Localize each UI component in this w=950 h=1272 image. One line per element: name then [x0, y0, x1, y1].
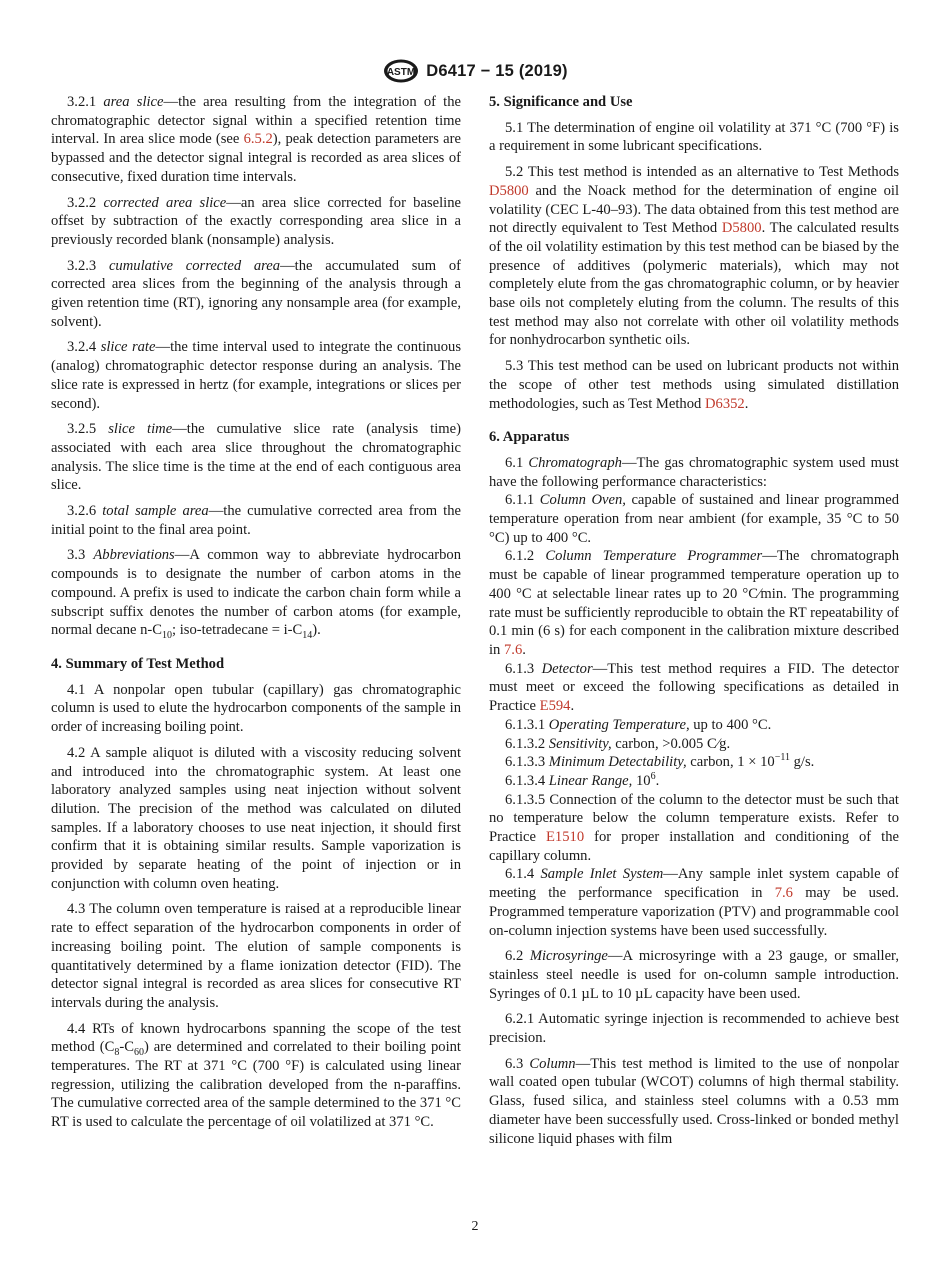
- section-6-1-3-5: 6.1.3.5 Connection of the column to the detector must be such that no temperature below the column temperature exists. Refer to Practice E1510 for proper installation and conditioning of the capillary column.: [489, 791, 899, 864]
- section-4-4: 4.4 RTs of known hydrocarbons spanning the scope of the test method $(C_8-C_{60})$ are determined and correlated to their boiling point temperatures. The RT at 371 °C (700 °F) is calculated using linear regression, utilizing the calibration developed from the n-paraffins. The cumulative corrected area of the sample determined to the 371 °C RT is used to calculate the percentage of oil volatilized at 371 °C.: [51, 1020, 461, 1131]
- page-header: [0, 58, 950, 84]
- section-3-2-3: 3.2.3 cumulative corrected area—the accumulated sum of corrected area slices from the beginning of the analysis through a given retention time (RT), ignoring any nonsample area (for example, solvent).: [51, 257, 461, 330]
- ref-e1510-link[interactable]: E1510: [546, 829, 585, 846]
- section-5-2: 5.2 This test method is intended as an alternative to Test Methods D5800 and the Noack method for the determination of engine oil volatility (CEC L-40–93). The data obtained from this test method are not directly equivalent to Test Method D5800. The calculated results of the oil volatility estimation by this test method can be biased by the presence of additives (polymeric materials), which may not completely elute from the gas chromatographic column, or by heavier base oils not completely eluting from the column. The results of this test method may also not correlate with other oil volatility methods for nonhydrocarbon synthetic oils.: [489, 164, 899, 349]
- section-6-2: 6.2 Microsyringe—A microsyringe with a 23 gauge, or smaller, stainless steel needle is used for on-column sample introduction. Syringes of 0.1 µL to 10 µL capacity have been used.: [489, 948, 899, 1002]
- section-4-2: 4.2 A sample aliquot is diluted with a viscosity reducing solvent and introduced into the chromatographic system. At least one laboratory analyzed samples using neat injection without solvent dilution. The precision of the method was calculated on diluted samples. If a laboratory chooses to use neat injection, it should first confirm that it is obtaining similar results. Sample vaporization is provided by separate heating of the point of injection or in conjunction with column oven heating.: [51, 744, 462, 892]
- ref-d6352-link[interactable]: D6352: [704, 395, 745, 412]
- section-5-1: 5.1 The determination of engine oil volatility at 371 °C (700 °F) is a requirement in some lubricant specifications.: [489, 119, 899, 155]
- section-5-3: 5.3 This test method can be used on lubricant products not within the scope of other test methods using simulated distillation methodologies, such as Test Method D6352.: [489, 358, 899, 412]
- ref-7-6-link-2[interactable]: 7.6: [774, 885, 793, 902]
- section-6-1-3-2: 6.1.3.2 Sensitivity, carbon, >0.005 C⁄g.: [505, 735, 731, 752]
- section-3-2-6: 3.2.6 total sample area—the cumulative corrected area from the initial point to the final area point.: [51, 503, 461, 538]
- section-6-heading: 6. Apparatus: [489, 429, 570, 446]
- ref-e594-link[interactable]: E594: [539, 698, 571, 715]
- section-3-2-1: 3.2.1 area slice—the area resulting from the integration of the chromatographic detector signal within a specified retention time interval. In area slice mode (see 6.5.2), peak detection parameters are bypassed and the detector signal integral is recorded as area slices of consecutive, fixed duration time intervals.: [51, 94, 461, 185]
- left-column: [51, 93, 461, 1139]
- section-3-2-5: 3.2.5 slice time—the cumulative slice rate (analysis time) associated with each area slice throughout the chromatographic analysis. The slice time is the time at the end of each contiguous area slice.: [51, 421, 461, 494]
- right-column: [489, 93, 899, 1155]
- section-5-heading: 5. Significance and Use: [489, 94, 633, 110]
- section-6-1-3-1: 6.1.3.1 Operating Temperature, up to 400 °C.: [505, 716, 772, 733]
- ref-7-6-link[interactable]: 7.6: [504, 641, 523, 658]
- document-id: D6417 − 15 (2019): [426, 61, 568, 80]
- section-3-2-4: 3.2.4 slice rate—the time interval used to integrate the continuous (analog) chromatographic detector response during an analysis. The slice rate is expressed in hertz (for example, integrations or slices per second).: [51, 339, 461, 412]
- section-6-1-2: 6.1.2 Column Temperature Programmer—The chromatograph must be capable of linear programmed temperature operation up to 400 °C at selectable linear rates up to 20 °C⁄min. The programming rate must be sufficiently reproducible to obtain the RT repeatability of 0.1 min (6 s) for each component in the calibration mixture described in 7.6.: [489, 548, 899, 658]
- section-6-1-4: 6.1.4 Sample Inlet System—Any sample inlet system capable of meeting the performance specification in 7.6 may be used. Programmed temperature vaporization (PTV) and programmable cool on-column injection systems have been used successfully.: [489, 866, 899, 939]
- section-6-1-3: 6.1.3 Detector—This test method requires a FID. The detector must meet or exceed the following specifications as detailed in Practice E594.: [489, 660, 899, 715]
- section-6-3: 6.3 Column—This test method is limited to the use of nonpolar wall coated open tubular (WCOT) columns of high thermal stability. Glass, fused silica, and stainless steel columns with a 0.53 mm diameter have been successfully used. Cross-linked or bonded methyl silicone liquid phases with film: [489, 1055, 899, 1147]
- section-6-1: 6.1 Chromatograph—The gas chromatographic system used must have the following performance characteristics:: [489, 454, 899, 490]
- page-number: 2: [471, 1219, 479, 1234]
- ref-d5800-link-2[interactable]: D5800: [721, 220, 762, 237]
- astm-logo-text: ASTM: [387, 67, 416, 78]
- section-3-2-2: 3.2.2 corrected area slice—an area slice corrected for baseline offset by subtraction of the exactly corresponding area slice in a previously recorded blank (nonsample) analysis.: [51, 194, 461, 248]
- section-6-1-1: 6.1.1 Column Oven, capable of sustained and linear programmed temperature operation from near ambient (for example, 35 °C to 50 °C) up to 400 °C.: [489, 492, 899, 546]
- section-6-2-1: 6.2.1 Automatic syringe injection is recommended to achieve best precision.: [489, 1011, 899, 1047]
- section-4-3: 4.3 The column oven temperature is raised at a reproducible linear rate to effect separation of the hydrocarbon components in order of increasing boiling point. The elution of sample components is quantitatively determined by a flame ionization detector (FID). The detector signal integral is recorded as area slices for consecutive RT intervals during the analysis.: [51, 901, 461, 1011]
- astm-logo-icon: [382, 58, 420, 84]
- section-6-1-3-4: 6.1.3.4 Linear Range, $10^6$.: [505, 771, 660, 789]
- ref-d5800-link[interactable]: D5800: [489, 182, 529, 199]
- section-6-1-3-3: 6.1.3.3 Minimum Detectability, carbon, $1 \times 10^{-11}$ g/s.: [505, 752, 815, 771]
- section-4-1: 4.1 A nonpolar open tubular (capillary) gas chromatographic column is used to elute the hydrocarbon components of the sample in order of increasing boiling point.: [51, 681, 462, 736]
- section-3-3: 3.3 Abbreviations—A common way to abbreviate hydrocarbon compounds is to designate the number of carbon atoms in the compound. A prefix is used to indicate the carbon chain form while a subscript suffix denotes the number of carbon atoms (for example, normal decane $n-C_{10}$; iso-tetradecane = $i-C_{14}$).: [51, 547, 461, 642]
- section-4-heading: 4. Summary of Test Method: [51, 655, 225, 672]
- ref-6-5-2-link[interactable]: 6.5.2: [243, 131, 273, 148]
